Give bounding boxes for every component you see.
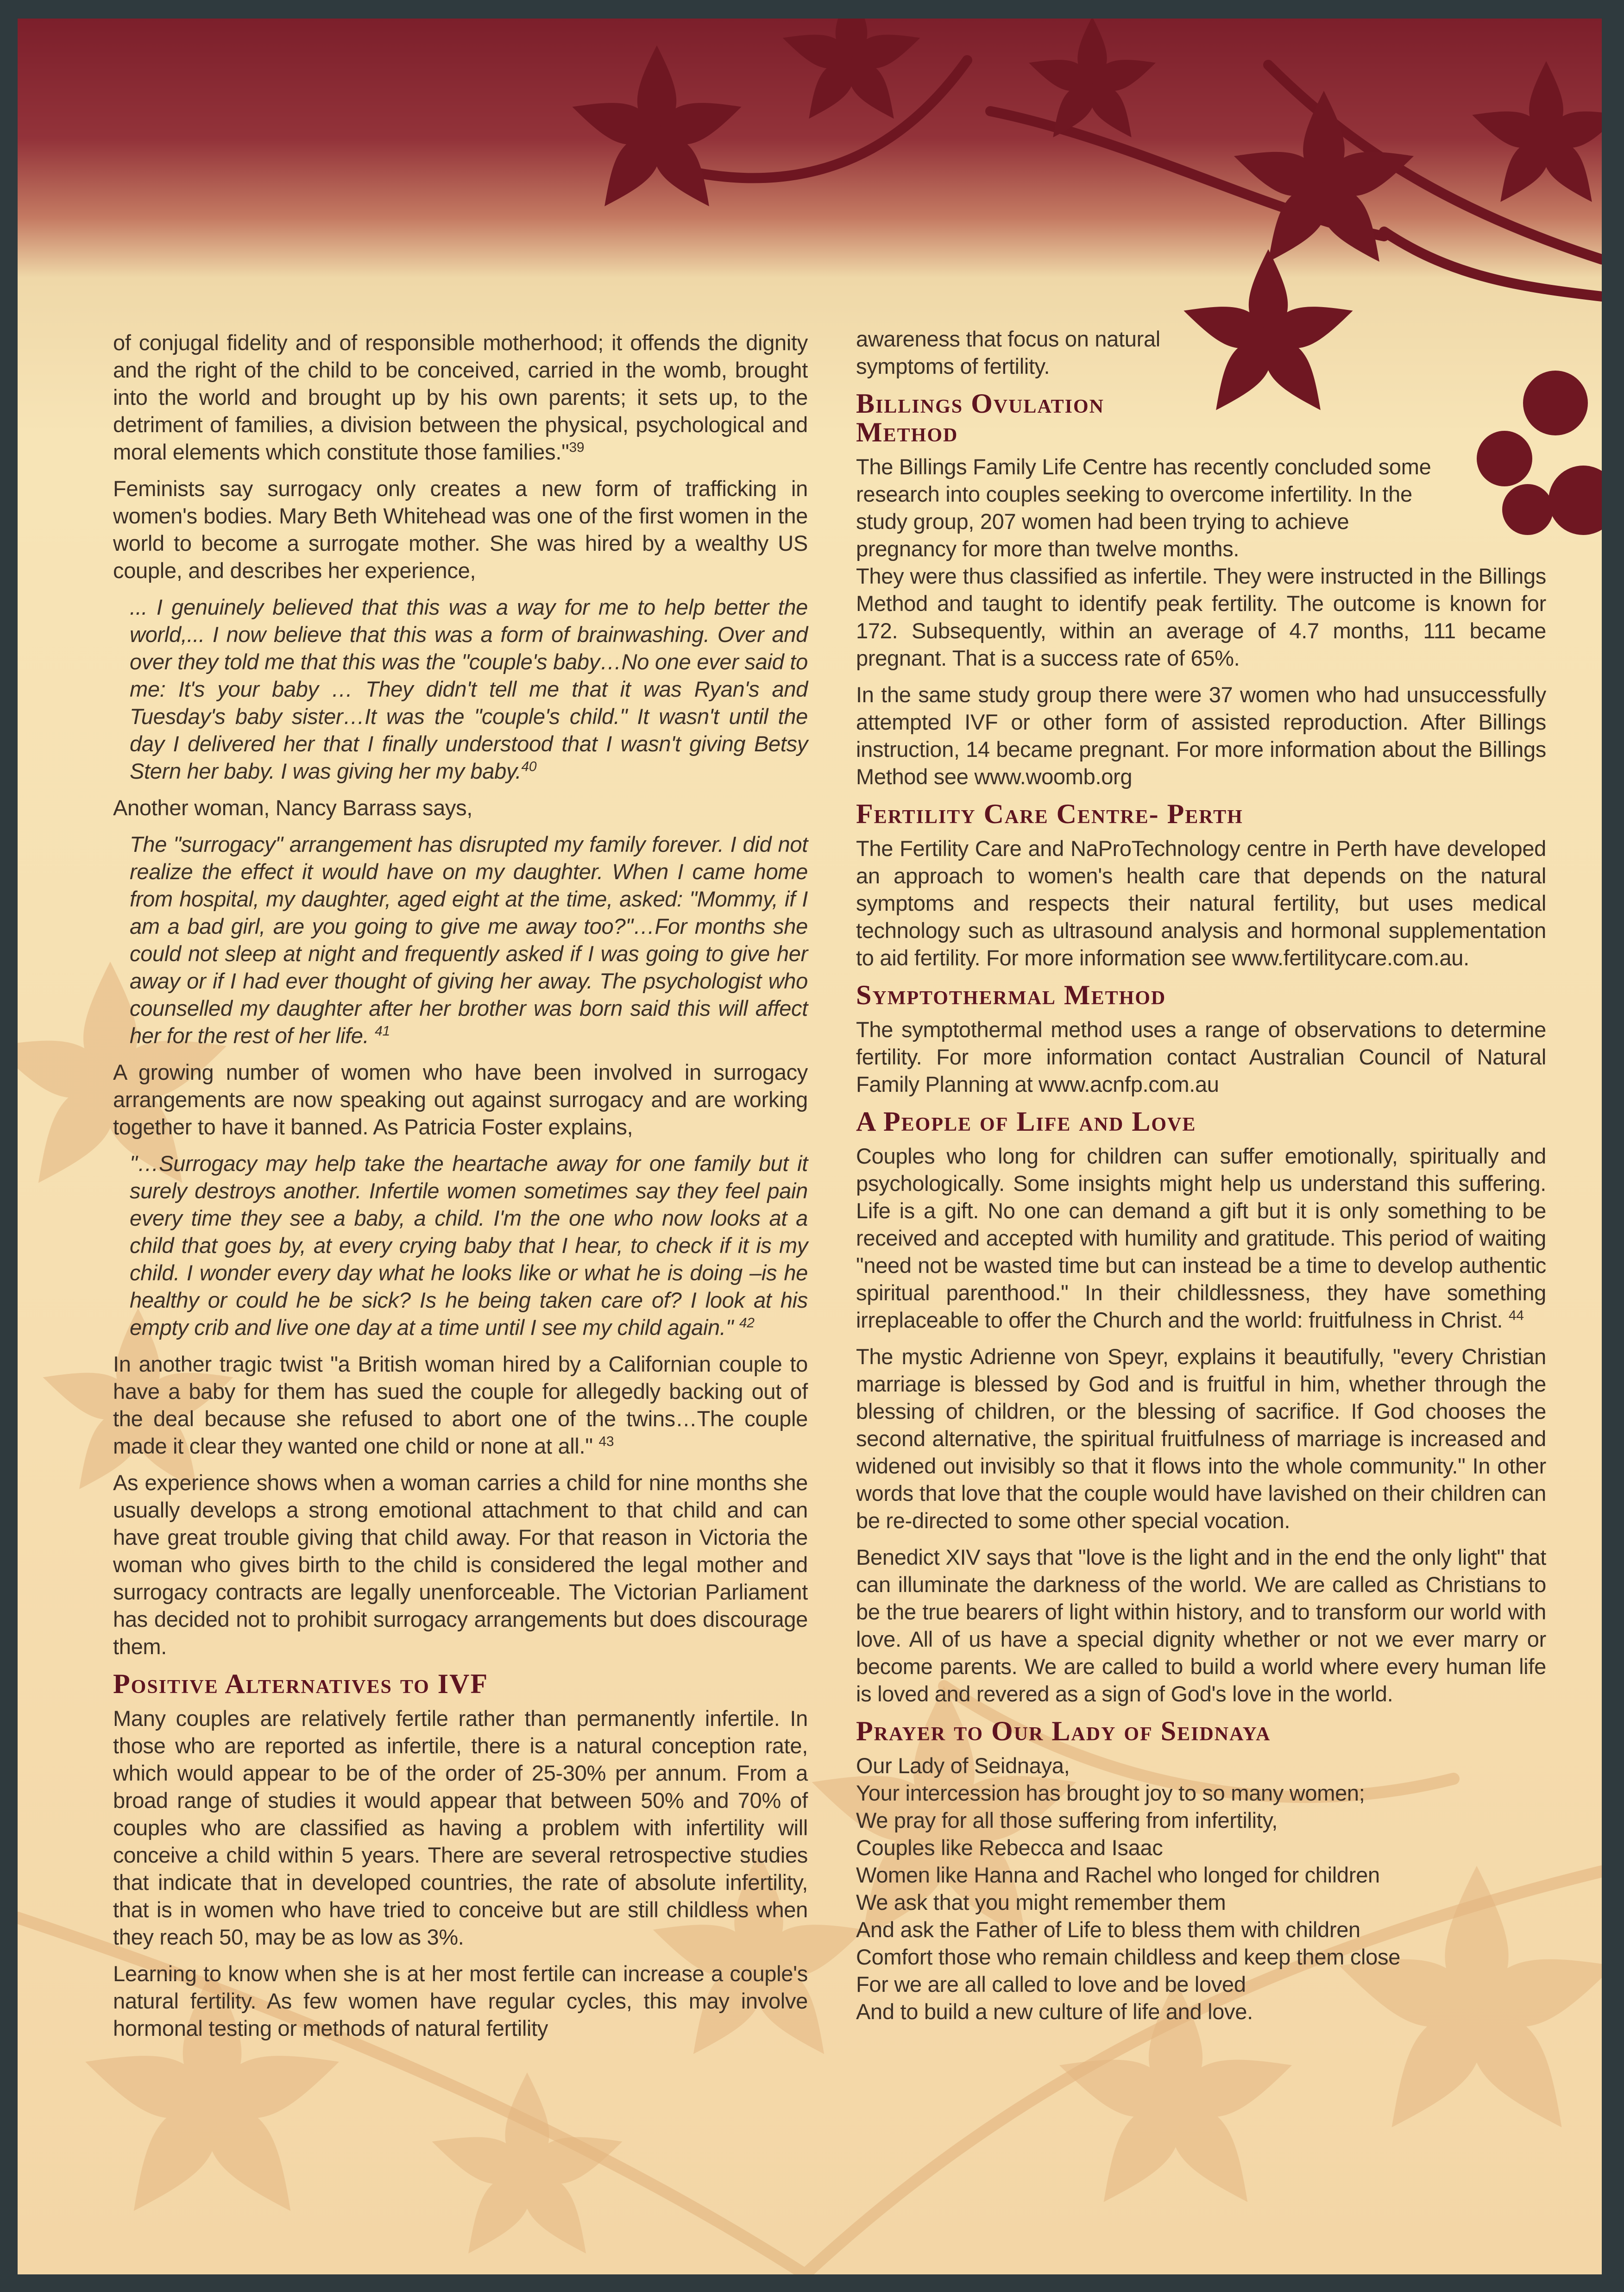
body-paragraph: The mystic Adrienne von Speyr, explains it beautifully, "every Christian marriage is blessed by God and is fruitful in him, whether through the blessing of children, or the blessing of sacrifice. If God chooses the second alternative, the spiritual fruitfulness of marriage is increased and widened out invisibly so that it flows into the whole community." In other words that love that the couple would have lavished on their children can be re-directed to some other special vocation. [856, 1344, 1546, 1533]
prayer-line: Women like Hanna and Rachel who longed for children [856, 1863, 1380, 1887]
block-quote: "…Surrogacy may help take the heartache away for one family but it surely destroys another. Infertile women sometimes say they feel pain every time they see a baby, a child. I'm the one who now looks at a child that goes by, at every crying baby that I hear, to check if it is my child. I wonder every day what he looks like or what he is doing –is he healthy or could he be sick? Is he being taken care of? I look at his empty crib and live one day at a time until I see my child again." $^{42}$ [130, 1151, 808, 1340]
body-paragraph: The Fertility Care and NaProTechnology centre in Perth have developed an approach to women's health care that depends on the natural symptoms and respects their natural fertility, but uses medical technology such as ultrasound analysis and hormonal supplementation to aid fertility. For more information see www.fertilitycare.com.au. [856, 836, 1546, 970]
block-quote: ... I genuinely believed that this was a way for me to help better the world,... I now believe that this was a form of brainwashing. Over and over they told me that this was the "couple's baby…No one ever said to me: It's your baby … They didn't tell me that it was Ryan's and Tuesday's baby sister…It was the "couple's child." It wasn't until the day I delivered her that I finally understood that I wasn't giving Betsy Stern her baby. I was giving her my baby.$^{40}$ [130, 595, 808, 783]
footnote-ref: 41 [375, 1023, 390, 1039]
body-paragraph: awareness that focus on natural symptoms of fertility. [856, 327, 1160, 378]
body-paragraph: They were thus classified as infertile. They were instructed in the Billings Method and taught to identify peak fertility. The outcome is known for 172. Subsequently, within an average of 4.7 months, 111 became pregnant. That is a success rate of 65%. [856, 564, 1546, 670]
prayer-line: Couples like Rebecca and Isaac [856, 1835, 1163, 1860]
footnote-ref: 40 [521, 759, 537, 774]
block-quote: The "surrogacy" arrangement has disrupted my family forever. I did not realize the effect it would have on my daughter. When I came home from hospital, my daughter, aged eight at the time, asked: "Mommy, if I am a bad girl, are you going to give me away too?"…For months she could not sleep at night and frequently asked if I was going to give her away or if I had ever thought of giving her away. The psychologist who counselled my daughter after her brother was born said this will affect her for the rest of her life. $^{41}$ [130, 832, 808, 1048]
prayer-text [856, 1752, 1546, 2025]
section-heading: Fertility Care Centre- Perth [856, 799, 1243, 829]
body-paragraph: Learning to know when she is at her most fertile can increase a couple's natural fertility. As few women have regular cycles, this may involve hormonal testing or methods of natural fertility [113, 1961, 808, 2040]
section-heading: Billings Ovulation Method [856, 388, 1105, 447]
body-paragraph: Feminists say surrogacy only creates a new form of trafficking in women's bodies. Mary Beth Whitehead was one of the first women in the world to become a surrogate mother. She was hired by a wealthy US couple, and describes her experience, [113, 476, 808, 583]
left-column [113, 329, 808, 2051]
body-paragraph: The symptothermal method uses a range of observations to determine fertility. For more information contact Australian Council of Natural Family Planning at www.acnfp.com.au [856, 1017, 1546, 1096]
section-heading: Positive Alternatives to IVF [113, 1669, 489, 1699]
footnote-ref: 39 [569, 440, 585, 455]
footnote-ref: 43 [598, 1434, 614, 1449]
footnote-ref: 44 [1508, 1308, 1524, 1323]
body-paragraph: In another tragic twist "a British woman hired by a Californian couple to have a baby for them has sued the couple for allegedly backing out of the deal because she refused to abort one of the twins…The couple made it clear they wanted one child or none at all." $^{43}$ [113, 1352, 808, 1458]
prayer-line: We ask that you might remember them [856, 1890, 1226, 1914]
body-paragraph: Many couples are relatively fertile rather than permanently infertile. In those who are reported as infertile, there is a natural conception rate, which would appear to be of the order of 25-30% per annum. From a broad range of studies it would appear that between 50% and 70% of couples who are classified as having a problem with infertility will conceive a child within 5 years. There are several retrospective studies that indicate that in developed countries, the rate of absolute infertility, that is in women who have tried to conceive but are still childless when they reach 50, may be as low as 3%. [113, 1706, 808, 1949]
section-heading: A People of Life and Love [856, 1106, 1196, 1137]
prayer-line: And ask the Father of Life to bless them with children [856, 1917, 1360, 1942]
prayer-line: We pray for all those suffering from infertility, [856, 1808, 1278, 1832]
body-paragraph: A growing number of women who have been involved in surrogacy arrangements are now speaking out against surrogacy and are working together to have it banned. As Patricia Foster explains, [113, 1060, 808, 1139]
prayer-line: Comfort those who remain childless and keep them close [856, 1945, 1401, 1969]
body-paragraph: Benedict XIV says that "love is the light and in the end the only light" that can illuminate the darkness of the world. We are called as Christians to be the true bearers of light within history, and to transform our world with love. All of us have a special dignity whether or not we ever marry or become parents. We are called to build a world where every human life is loved and revered as a sign of God's love in the world. [856, 1545, 1546, 1706]
body-paragraph: As experience shows when a woman carries a child for nine months she usually develops a strong emotional attachment to that child and can have great trouble giving that child away. For that reason in Victoria the woman who gives birth to the child is considered the legal mother and surrogacy contracts are legally unenforceable. The Victorian Parliament has decided not to prohibit surrogacy arrangements but does discourage them. [113, 1470, 808, 1659]
body-paragraph: of conjugal fidelity and of responsible motherhood; it offends the dignity and the right of the child to be conceived, carried in the womb, brought into the world and brought up by his own parents; it sets up, to the detriment of families, a division between the physical, psychological and moral elements which constitute those families."$^{39}$ [113, 330, 808, 464]
prayer-line: For we are all called to love and be loved [856, 1972, 1246, 1996]
right-column [856, 325, 1546, 2025]
prayer-line: And to build a new culture of life and love. [856, 1999, 1253, 2024]
prayer-line: Our Lady of Seidnaya, [856, 1753, 1070, 1778]
body-paragraph: In the same study group there were 37 women who had unsuccessfully attempted IVF or other form of assisted reproduction. After Billings instruction, 14 became pregnant. For more information about the Billings Method see www.woomb.org [856, 682, 1546, 789]
section-heading: Symptothermal Method [856, 980, 1166, 1010]
footnote-ref: 42 [739, 1315, 755, 1331]
section-heading: Prayer to Our Lady of Seidnaya [856, 1716, 1271, 1746]
body-paragraph: Another woman, Nancy Barrass says, [113, 795, 473, 820]
magazine-page [18, 19, 1602, 2274]
prayer-line: Your intercession has brought joy to so many women; [856, 1781, 1365, 1805]
body-paragraph: The Billings Family Life Centre has recently concluded some research into couples seeking to overcome infertility. In the study group, 207 women had been trying to achieve pregnancy for more than twelve months. [856, 454, 1431, 561]
body-paragraph: Couples who long for children can suffer emotionally, spiritually and psychologically. Some insights might help us understand this suffering. Life is a gift. No one can demand a gift but it is only something to be received and accepted with humility and gratitude. This period of waiting "need not be wasted time but can instead be a time to develop authentic spiritual parenthood." In their childlessness, they have something irreplaceable to offer the Church and the world: fruitfulness in Christ. $^{44}$ [856, 1144, 1546, 1332]
